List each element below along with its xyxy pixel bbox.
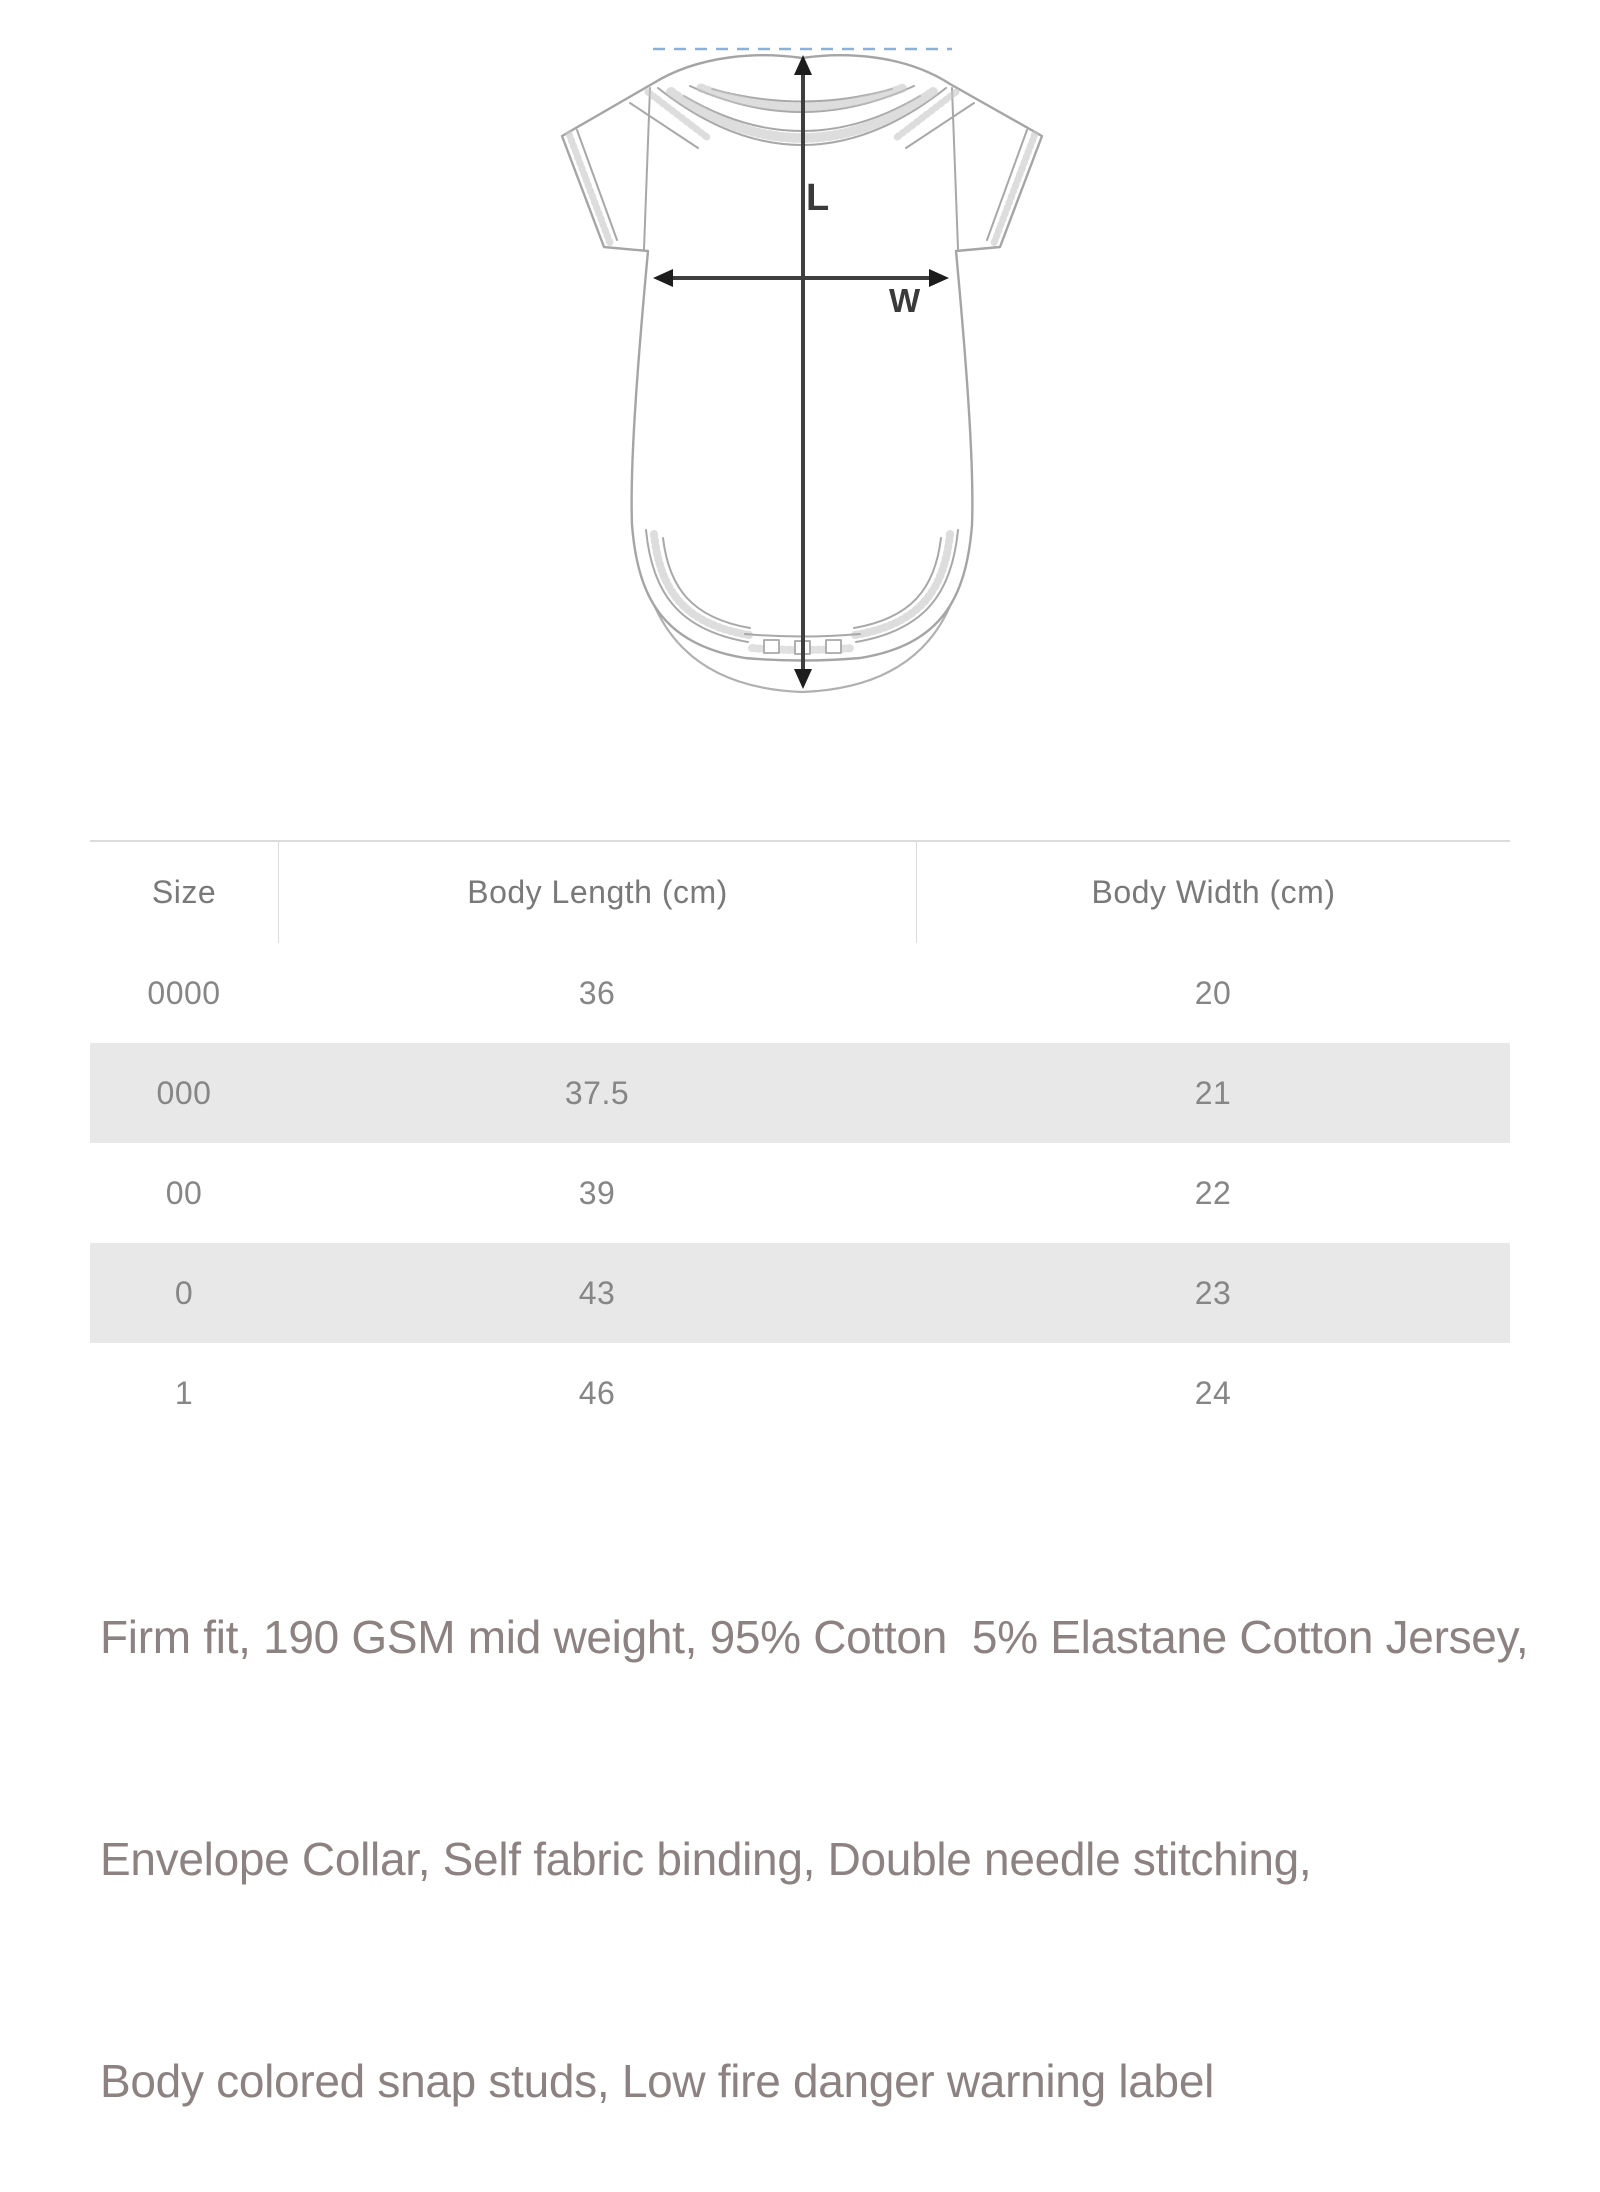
- cell-size: 1: [174, 1374, 194, 1411]
- cell-body-width: 20: [1194, 974, 1232, 1011]
- cell-body-width: 23: [1194, 1274, 1232, 1311]
- cell-size: 000: [156, 1074, 212, 1111]
- snap-stud: [826, 640, 841, 653]
- length-label: L: [806, 177, 830, 219]
- width-label: W: [889, 282, 921, 319]
- bodysuit-measurement-diagram: [0, 0, 1600, 740]
- size-table: [90, 840, 1510, 1443]
- snap-stud: [764, 640, 779, 653]
- header-body-width: Body Width (cm): [916, 842, 1510, 943]
- cell-size: 0000: [147, 974, 221, 1011]
- table-row-0: [90, 1243, 1510, 1343]
- table-row-0000: [90, 943, 1510, 1043]
- description-line: Firm fit, 190 GSM mid weight, 95% Cotton 5% Elastane Cotton Jersey,: [100, 1611, 1529, 1663]
- header-body-length: Body Length (cm): [278, 842, 916, 943]
- table-row-1: [90, 1343, 1510, 1443]
- table-row-000: [90, 1043, 1510, 1143]
- bodysuit-diagram-svg: [0, 0, 1600, 740]
- cell-body-width: 22: [1194, 1174, 1232, 1211]
- size-table-header-row: [90, 842, 1510, 943]
- table-row-00: [90, 1143, 1510, 1243]
- description-line: Envelope Collar, Self fabric binding, Double needle stitching,: [100, 1833, 1312, 1885]
- cell-body-width: 21: [1194, 1074, 1232, 1111]
- cell-size: 00: [165, 1174, 203, 1211]
- header-size: Size: [151, 874, 217, 910]
- cell-body-length: 39: [578, 1174, 616, 1211]
- cell-size: 0: [174, 1274, 194, 1311]
- cell-body-length: 37.5: [564, 1074, 630, 1111]
- cell-body-width: 24: [1194, 1374, 1232, 1411]
- product-description: [100, 1452, 1528, 2192]
- cell-body-length: 46: [578, 1374, 616, 1411]
- cell-body-length: 36: [578, 974, 616, 1011]
- cell-body-length: 43: [578, 1274, 616, 1311]
- description-line: Body colored snap studs, Low fire danger warning label: [100, 2055, 1215, 2107]
